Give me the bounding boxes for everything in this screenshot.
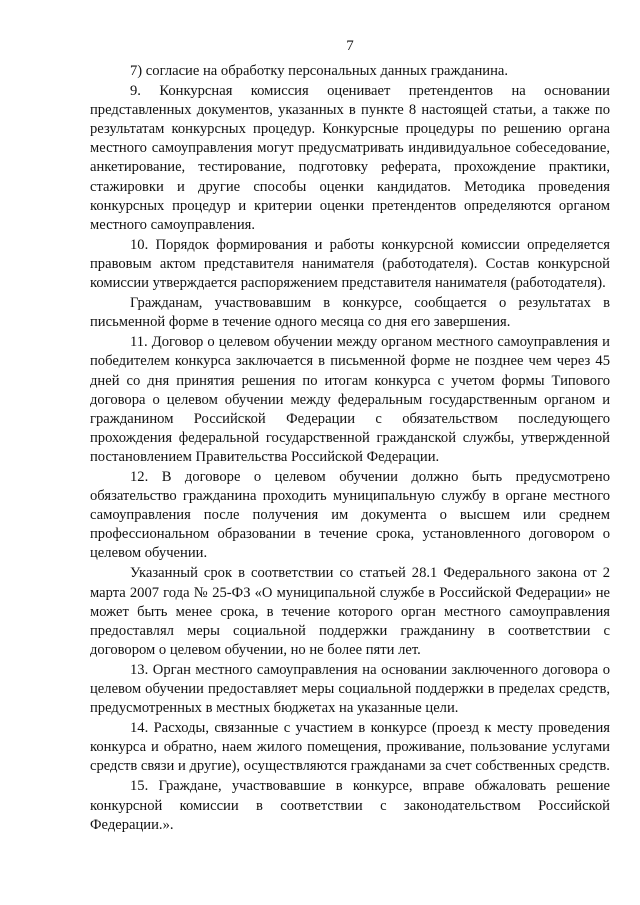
paragraph-term: Указанный срок в соответствии со статьей 28.1 Федерального закона от 2 марта 2007 года № 25-ФЗ «О муниципальной службе в Российской Федерации» не может быть менее срока, в течение которого орган местного самоуправления предоставлял меры социальной поддержки гражданину в соответствии с договором о целевом обучении, но не более пяти лет. (90, 565, 610, 658)
page-number: 7 (346, 38, 354, 54)
paragraph-11-contract: 11. Договор о целевом обучении между органом местного самоуправления и победителем конкурса заключается в письменной форме не позднее чем через 45 дней со дня принятия решения по итогам конкурса с учетом формы Типового договора о целевом обучении между федеральным государственным органом и гражданином Российской Федерации с обязательством последующего прохождения федеральной государственной гражданской службы, утвержденной постановлением Правительства Российской Федерации. (90, 334, 610, 465)
document-page (90, 36, 610, 836)
paragraph-item-7: 7) согласие на обработку персональных данных гражданина. (130, 63, 509, 79)
paragraph-10-commission: 10. Порядок формирования и работы конкурсной комиссии определяется правовым актом представителя нанимателя (работодателя). Состав конкурсной комиссии утверждается распоряжением представителя нанимателя (работодателя). (90, 236, 610, 292)
paragraph-14-expenses: 14. Расходы, связанные с участием в конкурсе (проезд к месту проведения конкурса и обратно, наем жилого помещения, проживание, пользование услугами средств связи и другие), осуществляются гражданами за счет собственных средств. (90, 720, 610, 775)
paragraph-15-appeal: 15. Граждане, участвовавшие в конкурсе, вправе обжаловать решение конкурсной комиссии в соответствии с законодательством Российской Федерации.». (90, 778, 610, 833)
paragraph-13-support: 13. Орган местного самоуправления на основании заключенного договора о целевом обучении предоставляет меры социальной поддержки в пределах средств, предусмотренных в местных бюджетах на указанные цели. (90, 661, 610, 717)
paragraph-results-notice: Гражданам, участвовавшим в конкурсе, сообщается о результатах в письменной форме в течение одного месяца со дня его завершения. (90, 295, 610, 331)
paragraph-9-evaluation: 9. Конкурсная комиссия оценивает претендентов на основании представленных документов, указанных в пункте 8 настоящей статьи, а также по результатам конкурсных процедур. Конкурсные процедуры по решению органа местного самоуправления могут предусматривать индивидуальное собеседование, анкетирование, тестирование, подготовку реферата, прохождение практики, стажировки и другие способы оценки кандидатов. Методика проведения конкурсных процедур и критерии оценки претендентов определяются органом местного самоуправления. (90, 83, 610, 233)
paragraph-12-obligation: 12. В договоре о целевом обучении должно быть предусмотрено обязательство гражданина проходить муниципальную службу в органе местного самоуправления после получения им документа о высшем или среднем профессиональном образовании в течение срока, установленного договором о целевом обучении. (90, 468, 610, 562)
